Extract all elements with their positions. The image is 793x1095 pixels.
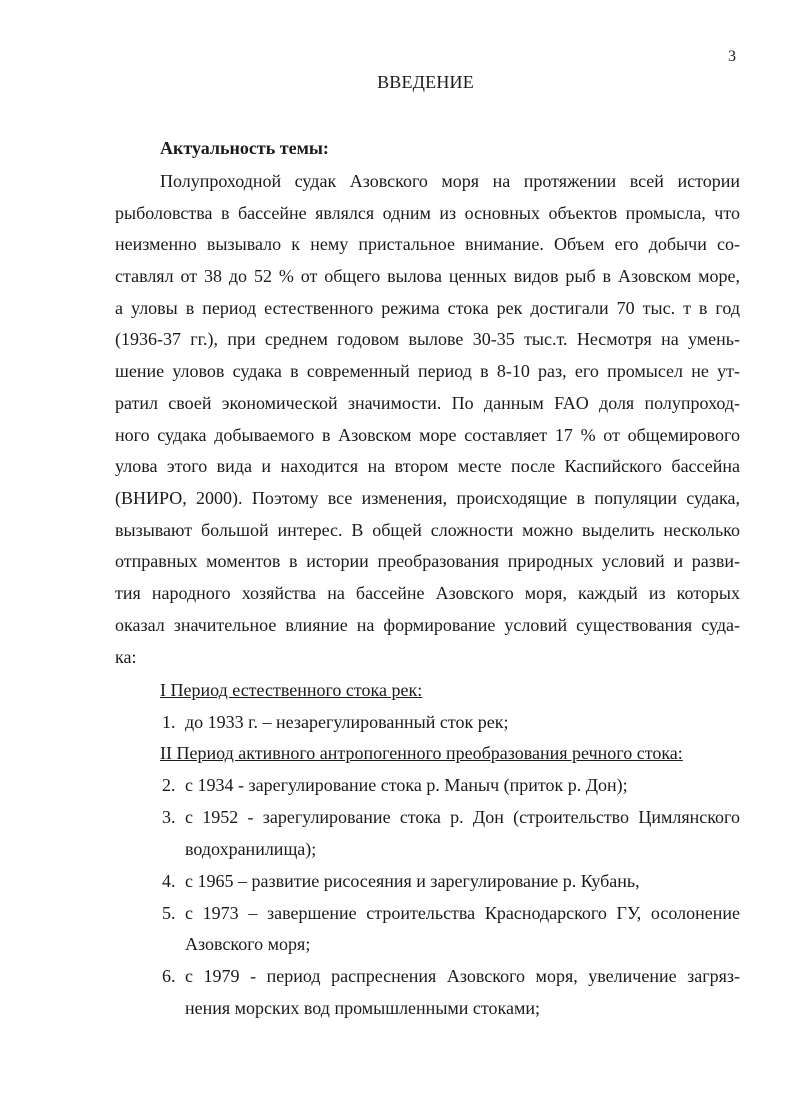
list-item-text: с 1965 – развитие рисосеяния и зарегулирование р. Кубань, xyxy=(185,871,640,891)
list-item-text: до 1933 г. – незарегулированный сток рек; xyxy=(185,712,509,732)
list-item-number: 5. xyxy=(162,903,176,923)
list-item-number: 1. xyxy=(162,712,176,732)
list-item-number: 6. xyxy=(162,966,176,986)
paragraph-line: (1936-37 гг.), при среднем годовом вылове 30-35 тыс.т. Несмотря на умень- xyxy=(115,329,740,349)
period-2-title: II Период активного антропогенного преобразования речного стока: xyxy=(160,743,683,763)
section-subheading: Актуальность темы: xyxy=(160,138,329,158)
list-item-text: с 1973 – завершение строительства Краснодарского ГУ, осолонение xyxy=(185,903,740,923)
paragraph-line: ставлял от 38 до 52 % от общего вылова ценных видов рыб в Азовском море, xyxy=(115,266,740,286)
paragraph-line: Полупроходной судак Азовского моря на протяжении всей истории xyxy=(160,171,740,191)
paragraph-line: вызывают большой интерес. В общей сложности можно выделить несколько xyxy=(115,520,740,540)
page-number: 3 xyxy=(728,48,736,65)
paragraph-line: улова этого вида и находится на втором месте после Каспийского бассейна xyxy=(115,456,740,476)
page-title: ВВЕДЕНИЕ xyxy=(377,72,474,92)
paragraph-line: отправных моментов в истории преобразования природных условий и разви- xyxy=(115,551,740,571)
paragraph-line: неизменно вызывало к нему пристальное внимание. Объем его добычи со- xyxy=(115,234,740,254)
paragraph-line: ратил своей экономической значимости. По данным FAO доля полупроход- xyxy=(115,393,740,413)
list-item-text: с 1934 - зарегулирование стока р. Маныч (приток р. Дон); xyxy=(185,775,628,795)
list-item-text: с 1952 - зарегулирование стока р. Дон (строительство Цимлянского xyxy=(185,807,740,827)
list-item-number: 2. xyxy=(162,775,176,795)
list-item-text: Азовского моря; xyxy=(185,934,311,954)
paragraph-line: (ВНИРО, 2000). Поэтому все изменения, происходящие в популяции судака, xyxy=(115,488,740,508)
paragraph-line: шение уловов судака в современный период в 8-10 раз, его промысел не ут- xyxy=(115,361,740,381)
list-item-number: 3. xyxy=(162,807,176,827)
list-item-text: водохранилища); xyxy=(185,839,317,859)
period-1-title: I Период естественного стока рек: xyxy=(160,680,423,700)
list-item-number: 4. xyxy=(162,871,176,891)
paragraph-line: ка: xyxy=(115,647,137,667)
paragraph-line: тия народного хозяйства на бассейне Азовского моря, каждый из которых xyxy=(115,583,740,603)
paragraph-line: оказал значительное влияние на формирование условий существования суда- xyxy=(115,615,740,635)
paragraph-line: а уловы в период естественного режима стока рек достигали 70 тыс. т в год xyxy=(115,298,740,318)
list-item-text: с 1979 - период распреснения Азовского моря, увеличение загряз- xyxy=(185,966,740,986)
paragraph-line: рыболовства в бассейне являлся одним из основных объектов промысла, что xyxy=(115,203,740,223)
list-item-text: нения морских вод промышленными стоками; xyxy=(185,998,541,1018)
paragraph-line: ного судака добываемого в Азовском море составляет 17 % от общемирового xyxy=(115,425,740,445)
